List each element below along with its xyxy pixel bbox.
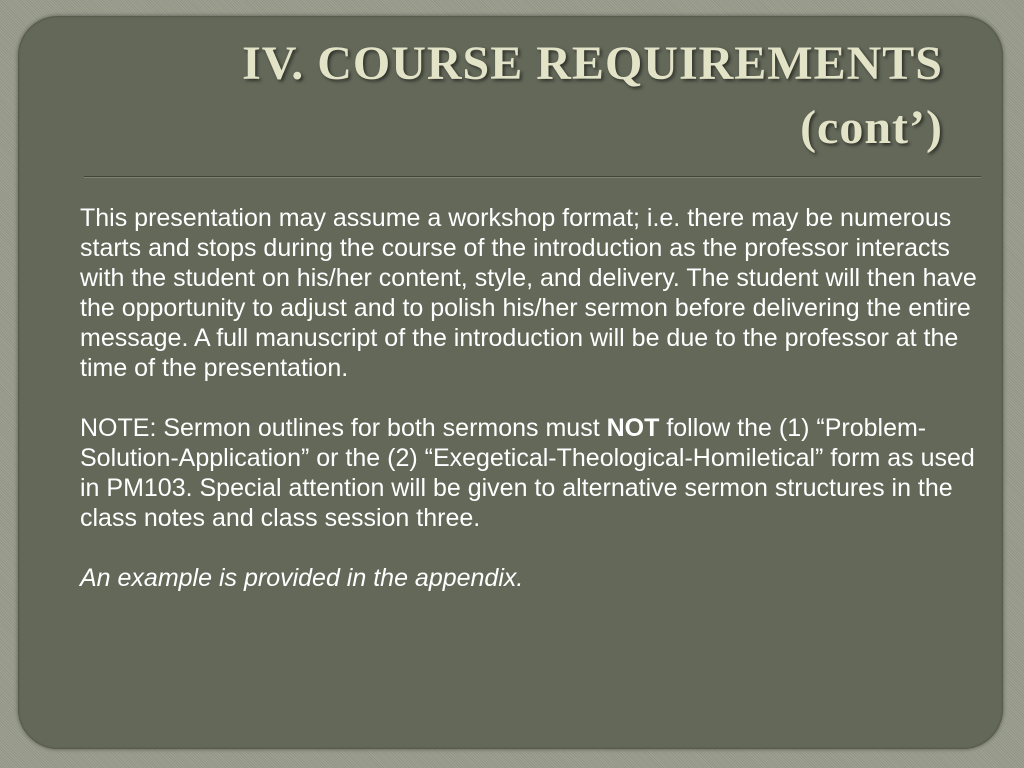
slide-title-line-1: IV. COURSE REQUIREMENTS [242, 37, 943, 90]
example-paragraph [80, 563, 985, 593]
slide-panel [18, 16, 1003, 749]
presentation-paragraph: This presentation may assume a workshop format; i.e. there may be numerous starts and stops during the course of the introduction as the professor interacts with the student on his/her content, style, and delivery. The student will then have the opportunity to adjust and to polish his/her sermon before delivering the entire message. A full manuscript of the introduction will be due to the professor at the time of the presentation. [80, 204, 977, 382]
example-note: An example is provided in the appendix. [80, 564, 524, 592]
slide-body [80, 203, 985, 623]
note-paragraph [80, 413, 985, 533]
slide-title-line-2: (cont’) [800, 101, 943, 154]
note-text-end: follow the (1) “Problem-Solution-Application” or the (2) “Exegetical-Theological-Homiletical” form as used in PM103. Special attention will be given to alternative sermon structures in the class notes and class session three. [80, 414, 975, 532]
note-text-start: NOTE: Sermon outlines for both sermons must [80, 414, 607, 442]
slide-title [43, 32, 943, 160]
note-emphasis: NOT [606, 414, 660, 442]
title-divider [84, 176, 981, 178]
